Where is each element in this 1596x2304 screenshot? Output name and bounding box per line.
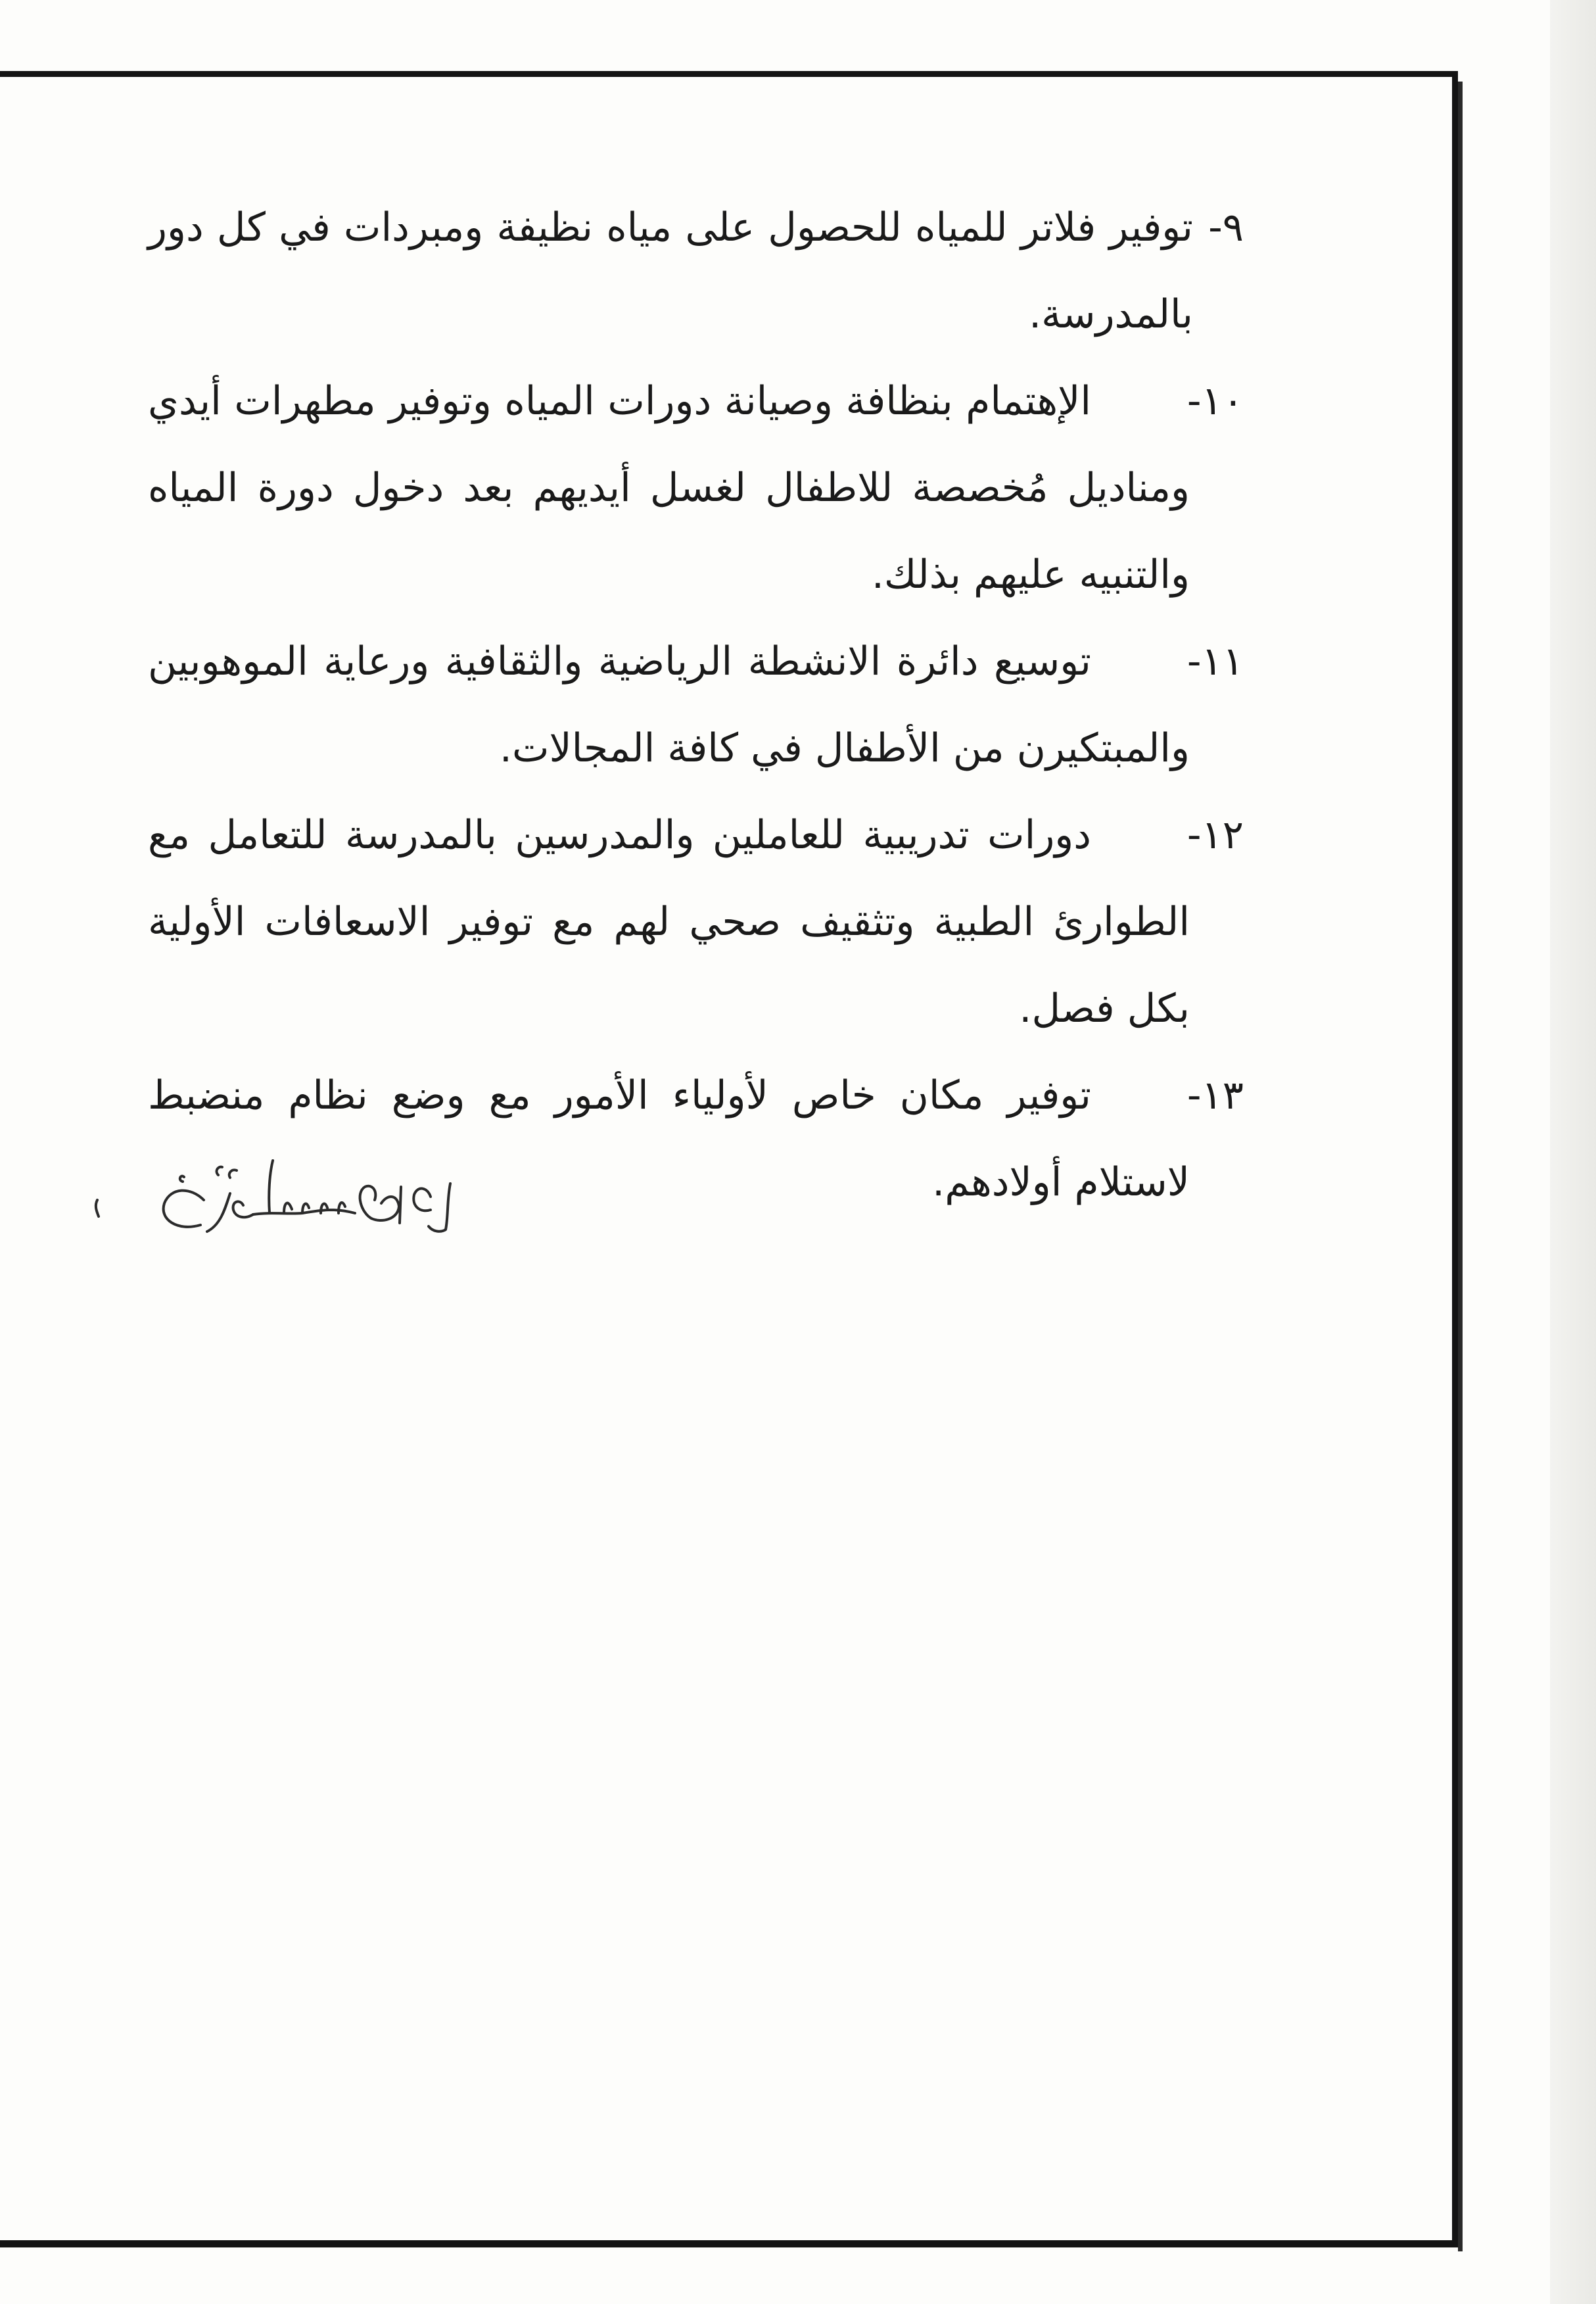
item-text: توسيع دائرة الانشطة الرياضية والثقافية ورعاية الموهوبين والمبتكيرن من الأطفال في كافة المجالات.	[148, 638, 1190, 771]
item-text: توفير فلاتر للمياه للحصول على مياه نظيفة ومبردات في كل دور بالمدرسة.	[148, 204, 1193, 337]
handwritten-signature	[72, 1147, 480, 1246]
scan-edge	[1550, 0, 1596, 2304]
item-number: ١١-	[1186, 638, 1244, 684]
list-item	[148, 358, 1242, 618]
item-number: ١٣-	[1186, 1072, 1244, 1118]
list-item	[148, 618, 1242, 792]
item-text: دورات تدريبية للعاملين والمدرسين بالمدرسة للتعامل مع الطوارئ الطبية وتثقيف صحي لهم مع توفير الاسعافات الأولية بكل فصل.	[148, 812, 1190, 1032]
item-text: الإهتمام بنظافة وصيانة دورات المياه وتوفير مطهرات أيدي ومناديل مُخصصة للاطفال لغسل أيديهم بعد دخول دورة المياه والتنبيه عليهم بذلك.	[148, 378, 1190, 598]
item-number: ١٢-	[1186, 812, 1244, 858]
recommendations-list	[148, 184, 1242, 1226]
item-number: ١٠-	[1186, 378, 1244, 424]
list-item	[148, 792, 1242, 1052]
item-text: توفير مكان خاص لأولياء الأمور مع وضع نظام منضبط لاستلام أولادهم.	[148, 1072, 1190, 1205]
item-number: ٩-	[1208, 204, 1244, 251]
page-border-shadow	[1458, 82, 1463, 2251]
list-item	[148, 184, 1242, 358]
